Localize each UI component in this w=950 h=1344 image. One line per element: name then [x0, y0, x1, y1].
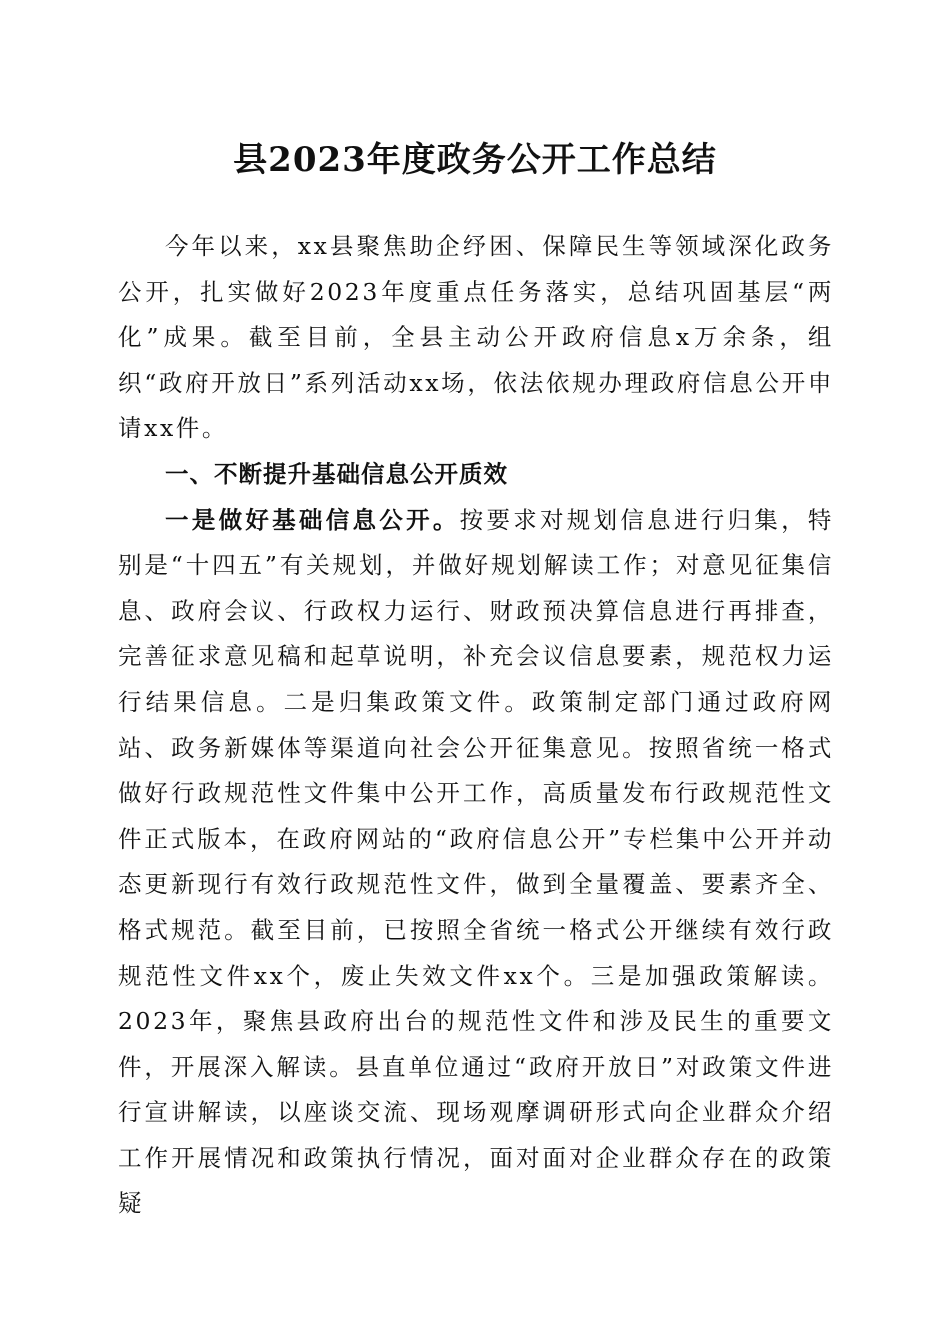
section-paragraph [118, 498, 834, 1228]
paragraph-lead-text: 一是做好基础信息公开。 [165, 505, 460, 534]
section-heading: 一、不断提升基础信息公开质效 [165, 459, 508, 488]
document-title: 县2023年度政务公开工作总结 [233, 140, 717, 180]
document-body [118, 224, 834, 1227]
intro-paragraph: 今年以来，xx县聚焦助企纾困、保障民生等领域深化政务公开，扎实做好2023年度重点任务落实，总结巩固基层“两化”成果。截至目前，全县主动公开政府信息x万余条，组织“政府开放日”系列活动xx场，依法依规办理政府信息公开申请xx件。 [118, 232, 834, 443]
paragraph-body-text: 按要求对规划信息进行归集，特别是“十四五”有关规划，并做好规划解读工作；对意见征集信息、政府会议、行政权力运行、财政预决算信息进行再排查，完善征求意见稿和起草说明，补充会议信息要素，规范权力运行结果信息。二是归集政策文件。政策制定部门通过政府网站、政务新媒体等渠道向社会公开征集意见。按照省统一格式做好行政规范性文件集中公开工作，高质量发布行政规范性文件正式版本，在政府网站的“政府信息公开”专栏集中公开并动态更新现行有效行政规范性文件，做到全量覆盖、要素齐全、格式规范。截至目前，已按照全省统一格式公开继续有效行政规范性文件xx个，废止失效文件xx个。三是加强政策解读。2023年，聚焦县政府出台的规范性文件和涉及民生的重要文件，开展深入解读。县直单位通过“政府开放日”对政策文件进行宣讲解读，以座谈交流、现场观摩调研形式向企业群众介绍工作开展情况和政策执行情况，面对面对企业群众存在的政策疑 [118, 505, 834, 1218]
